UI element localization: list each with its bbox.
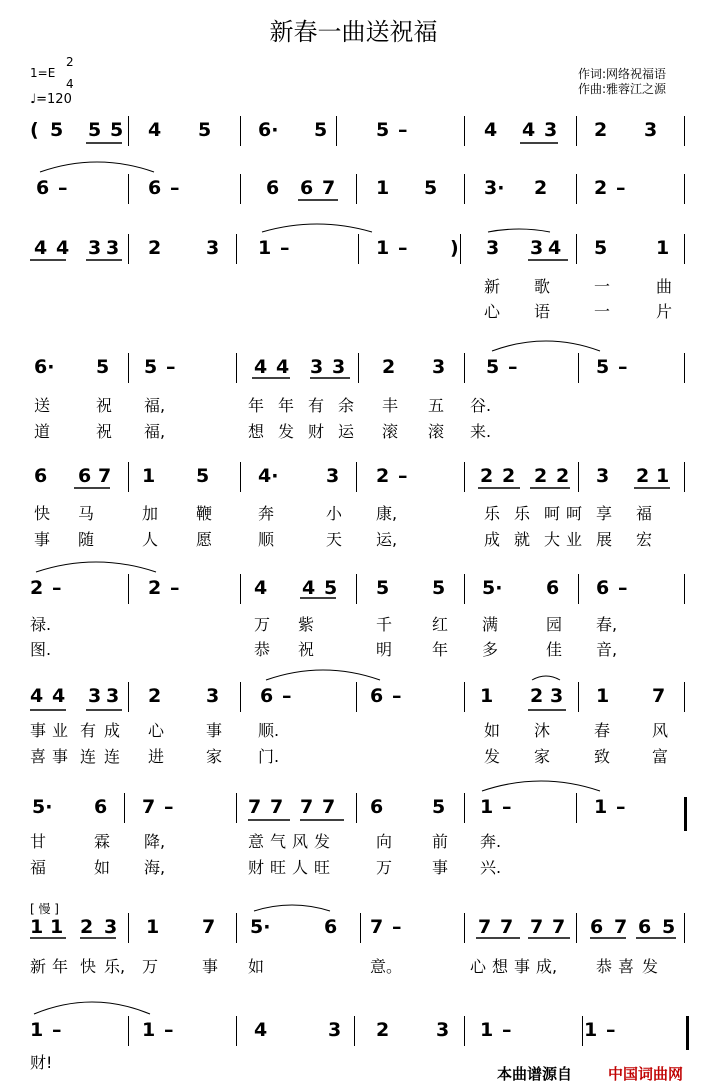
note: 1 [142,465,156,487]
note: 6 [300,177,314,199]
note: 6 [34,465,48,487]
lyric-char: 意。 [370,957,403,976]
lyric-char: 财 [308,422,325,441]
lyric-char: 万 [254,615,271,634]
slur [266,670,380,680]
note: 7 [478,916,492,938]
time-signature-bottom: 4 [66,77,74,91]
note: – [164,1019,174,1041]
lyric-char: 意 [248,832,265,851]
note: – [398,119,408,141]
note: 2 [30,577,44,599]
note: – [618,577,628,599]
lyric-char: 乐, [104,957,126,976]
lyric-char: 片 [656,302,673,321]
lyric-char: 霖 [94,832,111,851]
note: 1 [142,1019,156,1041]
note: 5 [594,237,608,259]
note: 2 [480,465,494,487]
note: 3 [432,356,446,378]
lyric-char: 有 [308,396,325,415]
slur [488,229,550,232]
note: 1 [50,916,64,938]
lyric-char: 马 [78,504,95,523]
note: – [606,1019,616,1041]
lyric-char: 音, [596,640,618,659]
lyric-char: 年 [248,396,265,415]
note: 6 [546,577,560,599]
lyric-char: 道 [34,422,51,441]
note: 6 [596,577,610,599]
lyric-char: 心 [484,302,501,321]
lyric-char: 财! [30,1053,53,1072]
note: 1 [480,1019,494,1041]
note: – [616,177,626,199]
note: 6 [638,916,652,938]
lyric-char: 宏 [636,530,653,549]
note: 2 [148,237,162,259]
note: 4 [254,356,268,378]
note: 4 [276,356,290,378]
note: 7 [652,685,666,707]
lyric-char: 乐 [484,504,501,523]
lyric-char: 福, [144,422,166,441]
lyric-char: 大 [544,530,561,549]
note: – [280,237,290,259]
tempo-marking: ♩=120 [30,92,72,107]
note: 3 [88,237,102,259]
lyric-char: 甘 [30,832,47,851]
note: 1 [146,916,160,938]
lyric-char: 发 [314,832,331,851]
lyric-char: 心 [470,957,487,976]
note: 7 [552,916,566,938]
lyric-char: 成, [536,957,558,976]
note: 4 [522,119,536,141]
lyric-char: 降, [144,832,166,851]
lyric-char: 海, [144,858,166,877]
lyric-char: 顺 [258,530,275,549]
note: 3 [310,356,324,378]
note: 6 [94,796,108,818]
note: 6 [590,916,604,938]
note: – [52,577,62,599]
note: 3 [104,916,118,938]
note: 4 [52,685,66,707]
note: 7 [98,465,112,487]
lyric-char: 财 [248,858,265,877]
lyric-char: 园 [546,615,563,634]
lyric-char: 事 [514,957,531,976]
lyric-char: 旺 [314,858,331,877]
note: 6· [34,356,55,378]
note: – [618,356,628,378]
note: – [170,177,180,199]
lyric-char: 万 [142,957,159,976]
note: 3 [106,685,120,707]
lyric-char: 想 [248,422,265,441]
slur [532,676,560,680]
note: 2 [148,685,162,707]
lyric-char: 运 [338,422,355,441]
lyric-char: 奔 [258,504,275,523]
lyric-char: 愿 [196,530,213,549]
lyric-char: 业 [566,530,583,549]
note: 2 [530,685,544,707]
note: 6 [370,796,384,818]
note: 1 [584,1019,598,1041]
lyric-char: 前 [432,832,449,851]
lyric-char: 康, [376,504,398,523]
lyric-char: 快 [80,957,97,976]
lyric-char: 发 [278,422,295,441]
lyric-char: 如 [94,858,111,877]
note: 5 [432,577,446,599]
lyric-char: 事 [34,530,51,549]
lyric-char: 一 [594,302,611,321]
lyric-char: 家 [206,747,223,766]
note: – [392,685,402,707]
note: 4 [34,237,48,259]
lyric-char: 沐 [534,721,551,740]
note: 4 [548,237,562,259]
note: 1 [376,237,390,259]
lyric-char: 滚 [428,422,445,441]
lyric-char: 小 [326,504,343,523]
footer-site-name: 中国词曲网 [608,1065,684,1083]
note: 3 [544,119,558,141]
lyric-char: 祝 [298,640,315,659]
note: 3 [106,237,120,259]
note: 3 [206,237,220,259]
lyric-char: 鞭 [196,504,213,523]
lyric-char: 丰 [382,396,399,415]
note: 4 [148,119,162,141]
note: – [502,796,512,818]
note: 7 [270,796,284,818]
lyric-char: 千 [376,615,393,634]
note: 3 [550,685,564,707]
note: 5 [96,356,110,378]
note: – [398,465,408,487]
lyric-char: 富 [652,747,669,766]
lyric-char: 致 [594,747,611,766]
note: 7 [530,916,544,938]
lyric-char: 祝 [96,396,113,415]
lyric-char: 连 [104,747,121,766]
note: 3 [596,465,610,487]
lyric-char: 年 [278,396,295,415]
lyric-char: 进 [148,747,165,766]
note: 7 [614,916,628,938]
lyric-char: 风 [292,832,309,851]
lyric-char: 年 [432,640,449,659]
note: 1 [480,685,494,707]
lyric-char: 享 [596,504,613,523]
lyric-char: 余 [338,396,355,415]
note: 7 [370,916,384,938]
note: 6 [266,177,280,199]
lyric-char: 如 [484,721,501,740]
note: – [508,356,518,378]
note: 2 [594,177,608,199]
note: 7 [142,796,156,818]
lyric-char: 禄. [30,615,52,634]
note: ) [450,237,459,259]
lyric-char: 福, [144,396,166,415]
slur [34,1002,150,1014]
note: 2 [382,356,396,378]
note: 1 [376,177,390,199]
slur [40,162,154,172]
note: 3· [484,177,505,199]
lyric-char: 兴. [480,858,502,877]
lyric-char: 气 [270,832,287,851]
footer-source-label: 本曲谱源自 [497,1065,573,1083]
lyric-char: 语 [534,302,551,321]
note: – [58,177,68,199]
lyric-char: 就 [514,530,531,549]
note: 3 [486,237,500,259]
lyric-char: 呵 [566,504,583,523]
note: 2 [148,577,162,599]
lyric-char: 奔. [480,832,502,851]
note: 5 [424,177,438,199]
note: 4 [302,577,316,599]
lyric-char: 曲 [656,277,673,296]
lyric-char: 顺. [258,721,280,740]
lyric-char: 歌 [534,277,551,296]
lyric-char: 连 [80,747,97,766]
note: 5 [144,356,158,378]
note: – [616,796,626,818]
lyric-char: 春, [596,615,618,634]
lyric-char: 如 [248,957,265,976]
note: 7 [202,916,216,938]
lyric-char: 喜 [30,747,47,766]
note: 5 [196,465,210,487]
lyric-char: 心 [148,721,165,740]
note: 5· [32,796,53,818]
note: 3 [328,1019,342,1041]
note: 1 [656,465,670,487]
lyric-char: 门. [258,747,280,766]
note: 4 [484,119,498,141]
slur [492,341,600,351]
lyric-char: 事 [432,858,449,877]
lyric-char: 喜 [618,957,635,976]
slur [262,224,372,232]
lyric-char: 随 [78,530,95,549]
note: 7 [322,796,336,818]
note: 2 [534,177,548,199]
note: 6 [324,916,338,938]
note: – [282,685,292,707]
note: 1 [656,237,670,259]
note: 7 [500,916,514,938]
lyric-char: 事 [202,957,219,976]
note: 2 [502,465,516,487]
note: 2 [636,465,650,487]
note: 2 [376,465,390,487]
lyric-char: 风 [652,721,669,740]
note: 5 [198,119,212,141]
note: 6 [36,177,50,199]
lyric-char: 明 [376,640,393,659]
lyric-char: 人 [142,530,159,549]
note: 3 [332,356,346,378]
note: 5 [88,119,102,141]
lyricist-credit: 作词:网络祝福语 [578,67,667,81]
lyric-char: 人 [292,858,309,877]
lyric-char: 加 [142,504,159,523]
note: – [164,796,174,818]
lyric-char: 祝 [96,422,113,441]
lyric-char: 紫 [298,615,315,634]
note: 1 [596,685,610,707]
note: 1 [30,916,44,938]
note: 6· [258,119,279,141]
lyric-char: 想 [492,957,509,976]
note: 4 [254,1019,268,1041]
lyric-char: 五 [428,396,445,415]
note: 3 [530,237,544,259]
note: 4 [254,577,268,599]
lyric-char: 满 [482,615,499,634]
note: 5 [376,119,390,141]
note: 3 [436,1019,450,1041]
note: 5 [662,916,676,938]
lyric-char: 一 [594,277,611,296]
note: 1 [30,1019,44,1041]
lyric-char: 滚 [382,422,399,441]
note: – [392,916,402,938]
note: 5 [596,356,610,378]
lyric-char: 万 [376,858,393,877]
note: 2 [556,465,570,487]
lyric-char: 快 [34,504,51,523]
note: – [166,356,176,378]
slur [36,562,156,572]
lyric-char: 新 [484,277,501,296]
note: 2 [80,916,94,938]
note: 3 [644,119,658,141]
lyric-char: 福 [636,504,653,523]
note: 3 [326,465,340,487]
lyric-char: 运, [376,530,398,549]
slur [254,905,330,911]
lyric-char: 有 [80,721,97,740]
lyric-char: 家 [534,747,551,766]
note: 5 [432,796,446,818]
lyric-char: 年 [52,957,69,976]
lyric-char: 送 [34,396,51,415]
lyric-char: 成 [484,530,501,549]
note: 1 [480,796,494,818]
lyric-char: 红 [432,615,449,634]
lyric-char: 向 [376,832,393,851]
note: 1 [258,237,272,259]
lyric-char: 福 [30,858,47,877]
note: 5 [486,356,500,378]
lyric-char: 新 [30,957,47,976]
lyric-char: 佳 [546,640,563,659]
composer-credit: 作曲:雅蓉江之源 [578,82,667,96]
time-signature-top: 2 [66,55,74,69]
key-signature: 1=E [30,66,56,80]
note: 5 [324,577,338,599]
tempo-change-mark: [ 慢 ] [30,902,59,916]
note: – [398,237,408,259]
lyric-char: 图. [30,640,52,659]
lyric-char: 事 [52,747,69,766]
lyric-char: 成 [104,721,121,740]
lyric-char: 事 [30,721,47,740]
note: 3 [206,685,220,707]
note: 6 [370,685,384,707]
note: 5· [482,577,503,599]
lyric-char: 业 [52,721,69,740]
lyric-char: 事 [206,721,223,740]
note: ( [30,119,39,141]
lyric-char: 乐 [514,504,531,523]
lyric-char: 旺 [270,858,287,877]
note: 3 [88,685,102,707]
lyric-char: 呵 [544,504,561,523]
lyric-char: 恭 [596,957,613,976]
note: 5 [376,577,390,599]
note: 6 [260,685,274,707]
note: 2 [594,119,608,141]
lyric-char: 展 [596,530,613,549]
lyric-char: 天 [326,530,343,549]
song-title: 新春一曲送祝福 [269,18,438,46]
note: 6 [78,465,92,487]
note: 1 [594,796,608,818]
lyric-char: 发 [642,957,659,976]
note: 5 [50,119,64,141]
note: – [170,577,180,599]
note: – [52,1019,62,1041]
note: 7 [322,177,336,199]
note: 2 [534,465,548,487]
note: – [502,1019,512,1041]
note: 4 [30,685,44,707]
lyric-char: 恭 [254,640,271,659]
slur [482,781,600,791]
note: 7 [248,796,262,818]
note: 5 [110,119,124,141]
lyric-char: 多 [482,640,499,659]
note: 5· [250,916,271,938]
lyric-char: 来. [470,422,492,441]
lyric-char: 春 [594,721,611,740]
note: 7 [300,796,314,818]
note: 6 [148,177,162,199]
note: 4· [258,465,279,487]
note: 2 [376,1019,390,1041]
lyric-char: 谷. [470,396,492,415]
lyric-char: 发 [484,747,501,766]
note: 5 [314,119,328,141]
note: 4 [56,237,70,259]
